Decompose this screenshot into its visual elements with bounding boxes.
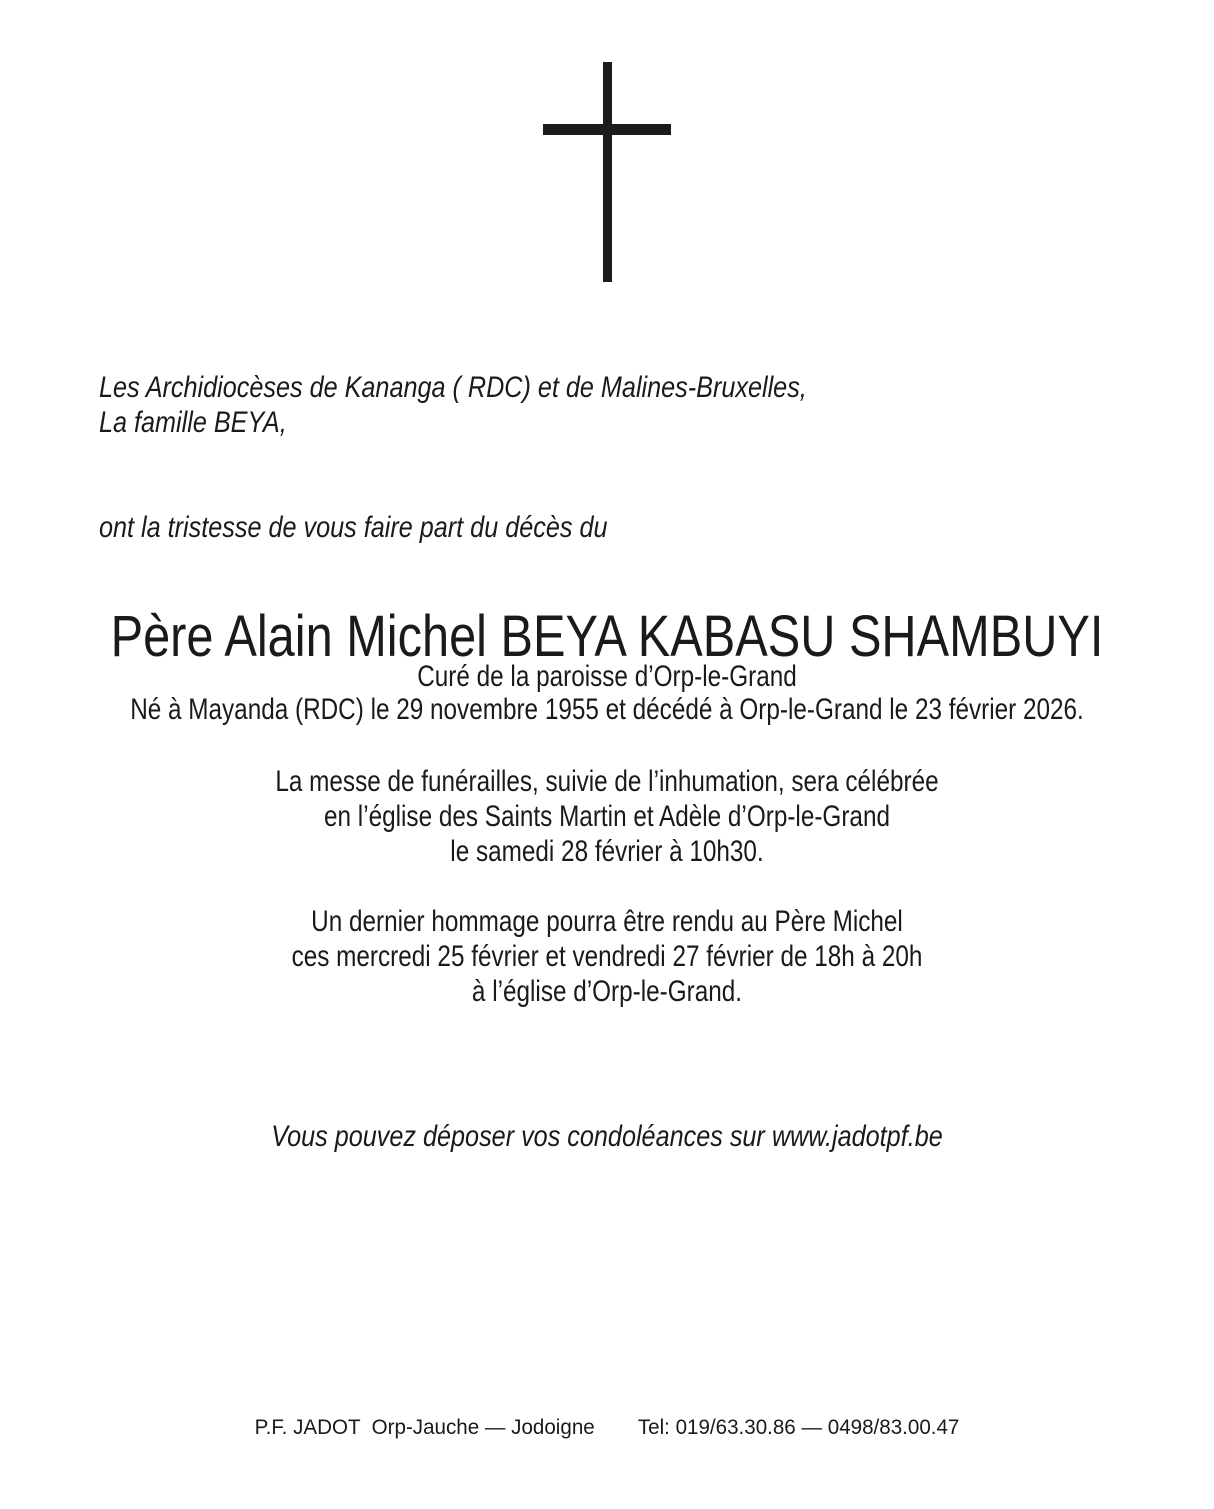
funeral-home-footer	[12, 1415, 1202, 1440]
deceased-life-dates: Né à Mayanda (RDC) le 29 novembre 1955 et décédé à Orp-le-Grand le 23 février 2026.	[130, 693, 1084, 726]
cross-vertical-bar	[603, 62, 612, 282]
funeral-home-name: P.F. JADOT Orp-Jauche — Jodoigne	[254, 1416, 595, 1439]
deceased-title: Curé de la paroisse d’Orp-le-Grand	[417, 660, 797, 693]
funeral-home-phone: Tel: 019/63.30.86 — 0498/83.00.47	[637, 1416, 960, 1439]
tribute-details-line: ces mercredi 25 février et vendredi 27 février de 18h à 20h	[291, 940, 923, 973]
announcement-sentence: ont la tristesse de vous faire part du décès du	[99, 511, 608, 544]
tribute-details	[115, 904, 1098, 1009]
tribute-details-line: à l’église d’Orp-le-Grand.	[471, 975, 743, 1008]
deceased-name: Père Alain Michel BEYA KABASU SHAMBUYI	[110, 604, 1104, 669]
cross-horizontal-bar	[543, 124, 671, 135]
funeral-details-line: en l’église des Saints Martin et Adèle d’Orp-le-Grand	[324, 800, 890, 833]
announcing-party-line: Les Archidiocèses de Kananga ( RDC) et de Malines-Bruxelles,	[99, 371, 807, 404]
condolences-sentence: Vous pouvez déposer vos condoléances sur www.jadotpf.be	[271, 1120, 943, 1153]
announcing-parties	[99, 370, 807, 440]
funeral-details-line: La messe de funérailles, suivie de l’inhumation, sera célébrée	[275, 765, 939, 798]
announcing-party-line: La famille BEYA,	[99, 406, 287, 439]
tribute-details-line: Un dernier hommage pourra être rendu au Père Michel	[311, 905, 903, 938]
funeral-details-line: le samedi 28 février à 10h30.	[450, 835, 764, 868]
funeral-details	[115, 764, 1098, 869]
